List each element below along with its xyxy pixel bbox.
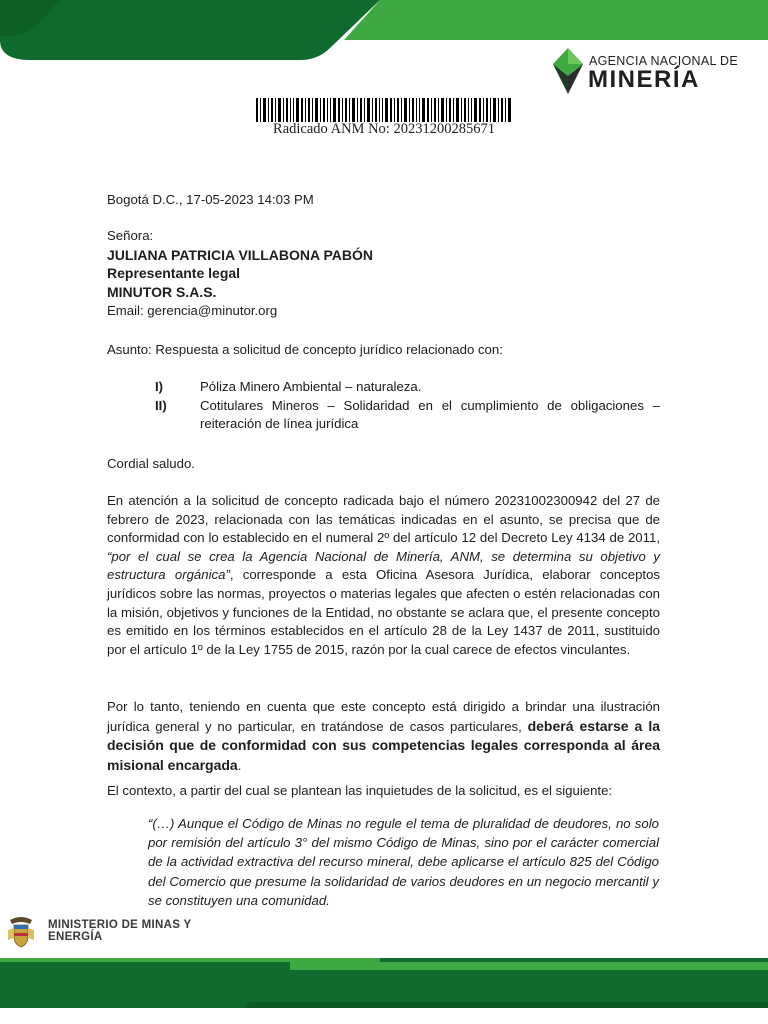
recipient-company: MINUTOR S.A.S. [107, 284, 217, 301]
anm-logo-icon [551, 46, 585, 96]
list-item-number: II) [155, 397, 167, 413]
list-item [155, 397, 660, 434]
list-item-text: Póliza Minero Ambiental – naturaleza. [200, 379, 422, 394]
logo-text-agency: AGENCIA NACIONAL DE [589, 54, 739, 68]
paragraph-context [107, 492, 660, 659]
paragraph-text: , corresponde a esta Oficina Asesora Jurídica, elaborar conceptos jurídicos sobre las normas, proyectos o materias legales que afecten o estén relacionadas con la misión, objetivos y funciones de la Entidad, no obstante se aclara que, el presente concepto es emitido en los términos establecidos en el artículo 28 de la Ley 1437 de 2011, sustituido por el artículo 1º de la Ley 1755 de 2015, razón por la cual carece de efectos vinculantes. [107, 567, 660, 657]
decree-title: “por el cual se crea la Agencia Nacional de Minería, ANM, se determina su objetivo y estructura orgánica” [107, 548, 660, 583]
subject-list [155, 378, 660, 434]
ministry-line1: MINISTERIO DE MINAS Y [48, 919, 192, 931]
salutation: Señora: [107, 228, 154, 243]
paragraph-intro-quote: El contexto, a partir del cual se plantean las inquietudes de la solicitud, es el siguiente: [107, 783, 613, 798]
ministry-name [48, 919, 191, 943]
barcode [255, 98, 513, 122]
anm-logo [551, 46, 741, 98]
recipient-email: Email: gerencia@minutor.org [107, 302, 278, 318]
paragraph-text: Por lo tanto, teniendo en cuenta que este concepto está dirigido a brindar una ilustración jurídica general y no particular, en tratándose de casos particulares, [107, 699, 660, 734]
paragraph-text: . [237, 757, 242, 773]
letter-date: Bogotá D.C., 17-05-2023 14:03 PM [107, 192, 314, 207]
paragraph-text: En atención a la solicitud de concepto radicada bajo el número 20231002300942 del 27 de febrero de 2023, relacionada con las temáticas indicadas en el asunto, se precisa que de conformidad con lo establecido en el numeral 2º del artículo 12 del Decreto Ley 4134 de 2011, [107, 493, 660, 546]
subject-line: Asunto: Respuesta a solicitud de concepto jurídico relacionado con: [107, 342, 503, 357]
list-item [155, 378, 660, 397]
logo-text-mineria: MINERÍA [588, 66, 700, 93]
list-item-text: Cotitulares Mineros – Solidaridad en el cumplimiento de obligaciones – reiteración de línea jurídica [200, 397, 660, 432]
list-item-number: I) [155, 379, 164, 394]
ministry-line2: ENERGÍA [48, 931, 103, 943]
radicado-number: Radicado ANM No: 20231200285671 [273, 121, 495, 137]
block-quote: “(…) Aunque el Código de Minas no regule el tema de pluralidad de deudores, no solo por remisión del artículo 3° del mismo Código de Minas, sino por el carácter comercial de la actividad extractiva del recurso mineral, debe aplicarse el artículo 825 del Código del Comercio que presume la solidaridad de varios deudores en un negocio mercantil y se constituyen una comunidad. [148, 816, 659, 908]
recipient-role: Representante legal [107, 265, 241, 282]
recipient-block [107, 227, 660, 321]
recipient-name: JULIANA PATRICIA VILLABONA PABÓN [107, 246, 373, 263]
footer-green-band [0, 950, 768, 1024]
greeting: Cordial saludo. [107, 456, 195, 471]
paragraph-scope [107, 698, 660, 775]
coat-of-arms-icon [6, 916, 36, 948]
emphasis-text: deberá estarse a la decisión que de conformidad con sus competencias legales corresponda al área misional encargada [107, 717, 660, 773]
